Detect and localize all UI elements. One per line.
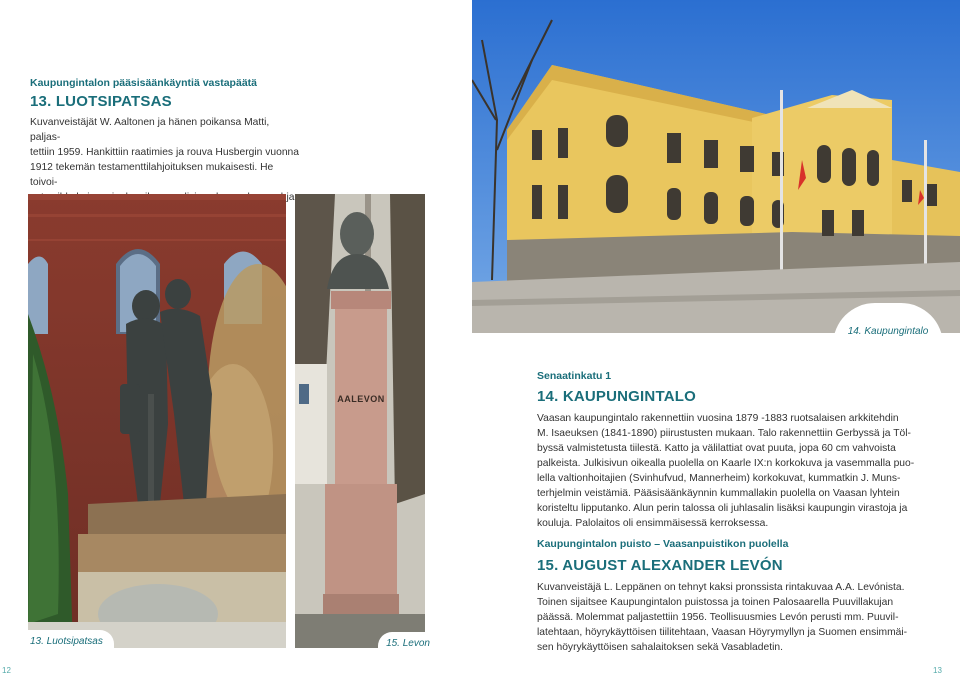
section-14-line: kouluja. Palolaitos oli ensimmäisessä kerroksessa. [537,518,769,529]
section-14-line: byssä valmistetusta tiilestä. Katto ja välilattiat ovat puuta, jopa 60 cm vahvoista [537,443,896,454]
page-number-left: 12 [2,666,11,675]
section-14-line: terhjelmin veistämiä. Pääsisäänkäynnin kummallakin puolella on Vaasan lyhtein [537,488,900,499]
section-14-heading: 14. KAUPUNGINTALO [537,388,696,405]
bust-plaque: AALEVON [337,394,385,404]
section-14-line: M. Isaeuksen (1841-1890) piirustusten mukaan. Talo rakennettiin Gerbyssä ja Töl- [537,428,911,439]
section-14-line: lella valtionhoitajien (Svinhufvud, Mannerheim) korkokuvat, kummatkin J. Muns- [537,473,901,484]
section-14-line: Vaasan kaupungintalo rakennettiin vuosina 1879 -1883 ruotsalaisen arkkitehdin [537,413,899,424]
section-15-line: sen höyrykäyttöisen sahalaitoksen sekä Vasabladetin. [537,642,783,653]
section-15-line: Kuvanveistäjä L. Leppänen on tehnyt kaksi pronssista rintakuvaa A.A. Levónista. [537,582,905,593]
section-13-line: 1912 tekemän testamenttilahjoituksen mukaisesti. He toivoi- [30,162,274,188]
section-15-line: Toinen sijaitsee Kaupungintalon puistossa ja toinen Palosaarella Puuvillakujan [537,597,894,608]
levon-photo [295,194,425,648]
section-13-line: tettiin 1959. Hankittiin raatimies ja rouva Husbergin vuonna [30,147,300,158]
section-14-body [537,411,947,531]
luotsipatsas-photo [28,194,286,648]
section-15-line: päässä. Molemmat paljastettiin 1956. Teollisuusmies Levón perusti mm. Puuvil- [537,612,899,623]
caption-kaupungintalo: 14. Kaupungintalo [833,303,943,345]
section-14-location: Senaatinkatu 1 [537,370,612,382]
section-15-heading: 15. AUGUST ALEXANDER LEVÓN [537,557,783,574]
section-14-line: palkeista. Julkisivun oikealla puolella on Kaarle IX:n korkokuva ja vasemmalla puo- [537,458,915,469]
section-13-heading: 13. LUOTSIPATSAS [30,93,172,110]
kaupungintalo-photo [472,0,960,333]
section-15-location: Kaupungintalon puisto – Vaasanpuistikon puolella [537,538,789,550]
section-13-line: Kuvanveistäjät W. Aaltonen ja hänen poikansa Matti, paljas- [30,117,270,143]
section-15-line: latehtaan, höyrykäyttöisen tiilitehtaan, Vaasan Höyrymyllyn ja Suomen ensimmäi- [537,627,908,638]
section-15-body [537,580,947,655]
caption-levon: 15. Levon [378,632,434,654]
section-13-location: Kaupungintalon pääsisäänkäyntiä vastapäätä [30,77,257,89]
section-14-line: koristeltu lipputanko. Alun perin talossa oli juhlasalin lisäksi kaupungin virastoja ja [537,503,908,514]
caption-luotsipatsas: 13. Luotsipatsas [22,630,114,652]
page-number-right: 13 [933,666,942,675]
